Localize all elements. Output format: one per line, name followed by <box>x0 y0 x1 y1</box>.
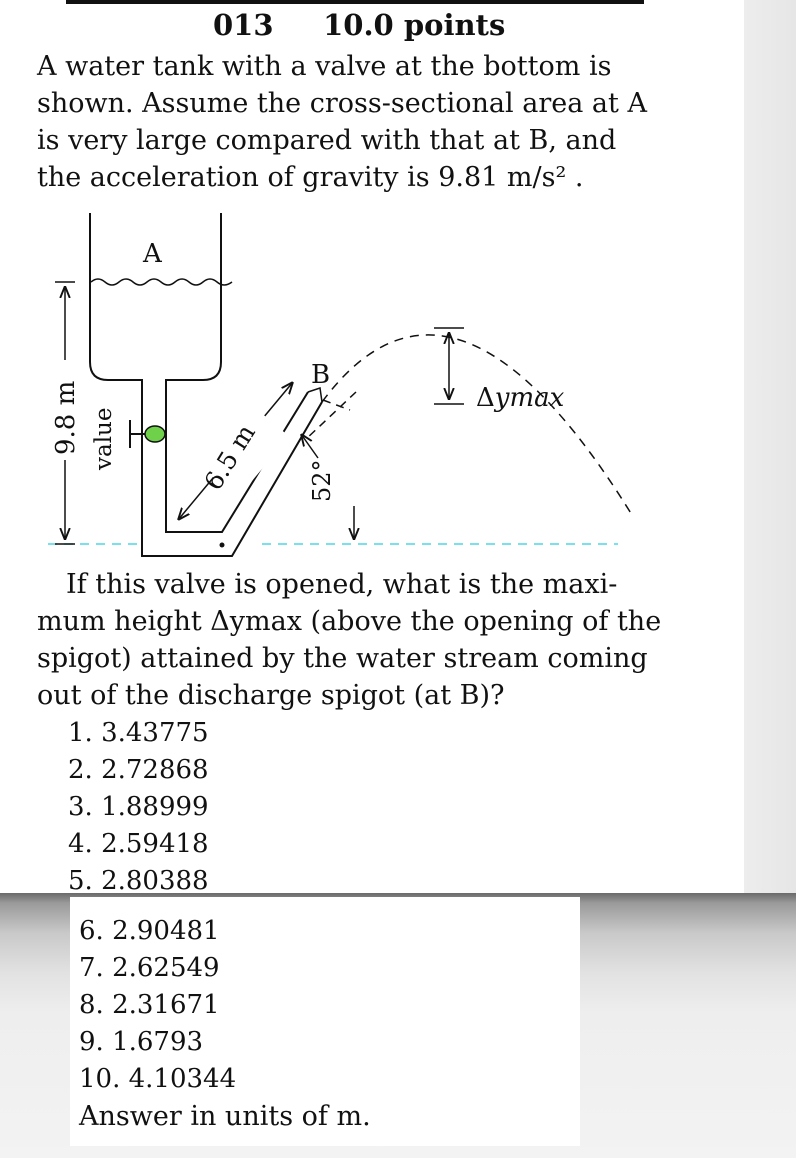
question-line: If this valve is opened, what is the maxi- <box>66 569 618 600</box>
problem-points: 10.0 points <box>323 8 506 42</box>
question-line: mum height Δymax (above the opening of the <box>37 606 662 637</box>
answer-choice[interactable]: 4. 2.59418 <box>68 829 209 859</box>
answer-choices-page2 <box>79 913 371 1135</box>
answer-choice[interactable]: 7. 2.62549 <box>79 953 220 983</box>
problem-intro <box>37 48 647 196</box>
spigot-tip <box>308 388 322 402</box>
intro-line: is very large compared with that at B, and <box>37 125 617 156</box>
water-surface <box>91 279 232 285</box>
label-a: A <box>143 239 162 269</box>
label-b: B <box>311 360 331 390</box>
answer-choice[interactable]: 9. 1.6793 <box>79 1027 204 1057</box>
answer-choice[interactable]: 6. 2.90481 <box>79 916 220 946</box>
answer-choices-page1 <box>68 715 209 900</box>
tank-outline <box>90 213 322 556</box>
answer-choice[interactable]: 5. 2.80388 <box>68 866 209 896</box>
problem-number: 013 <box>213 8 274 42</box>
intro-line: shown. Assume the cross-sectional area at A <box>37 88 647 119</box>
answer-choice[interactable]: 10. 4.10344 <box>79 1064 237 1094</box>
answer-choice[interactable]: 3. 1.88999 <box>68 792 209 822</box>
right-gutter <box>744 0 796 893</box>
delta-symbol: Δ <box>476 383 495 413</box>
question-line: spigot) attained by the water stream coming <box>37 643 648 674</box>
water-trajectory <box>322 335 632 515</box>
answer-choice[interactable]: 8. 2.31671 <box>79 990 220 1020</box>
ymax-label <box>476 383 565 413</box>
answer-choice[interactable]: 2. 2.72868 <box>68 755 209 785</box>
angle-label: 52° <box>308 459 336 502</box>
answer-units: Answer in units of m. <box>79 1101 371 1132</box>
intro-line: the acceleration of gravity is 9.81 m/s² . <box>37 162 584 193</box>
pipe-dot <box>220 543 225 548</box>
question-line: out of the discharge spigot (at B)? <box>37 680 505 711</box>
tank-diagram <box>0 190 700 565</box>
problem-header <box>213 8 505 42</box>
answer-choice[interactable]: 1. 3.43775 <box>68 718 209 748</box>
angle-arrow-up <box>301 434 318 458</box>
angle-ref-dash-2 <box>305 392 356 440</box>
ymax-text: ymax <box>494 383 565 413</box>
pipe-length-label: 6.5 m <box>198 419 261 496</box>
valve-label: value <box>91 407 117 470</box>
problem-question <box>37 566 661 714</box>
intro-line: A water tank with a valve at the bottom is <box>37 51 612 82</box>
angle-ref-dash <box>323 400 350 410</box>
valve-icon <box>145 426 165 442</box>
top-rule <box>66 0 644 4</box>
height-label: 9.8 m <box>51 380 81 455</box>
